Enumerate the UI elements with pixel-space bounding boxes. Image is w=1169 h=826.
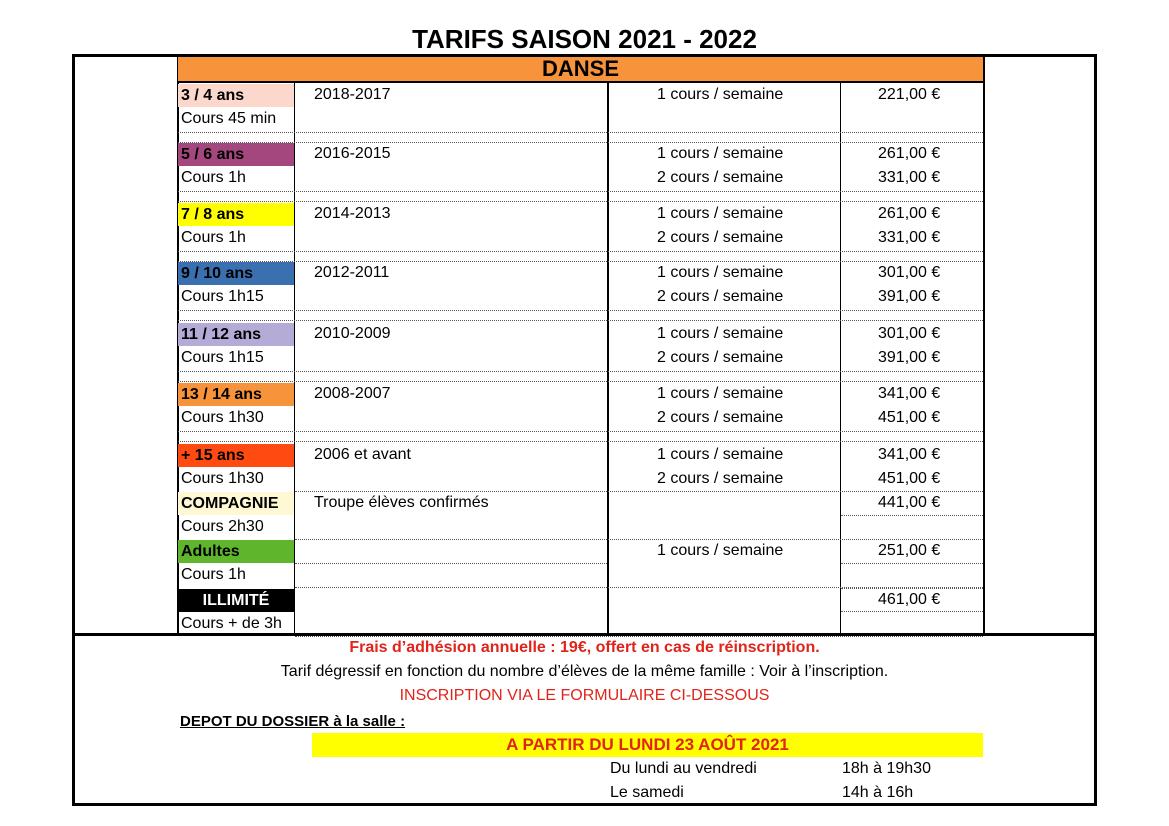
row-separator bbox=[178, 261, 983, 262]
course-duration: Cours 2h30 bbox=[181, 518, 264, 535]
row-separator bbox=[178, 441, 983, 442]
price: 451,00 € bbox=[878, 470, 941, 487]
course-duration: Cours + de 3h bbox=[181, 615, 282, 632]
row-separator bbox=[178, 132, 983, 133]
course-duration: Cours 1h15 bbox=[181, 288, 264, 305]
price: 451,00 € bbox=[878, 409, 941, 426]
frequency: 2 cours / semaine bbox=[657, 229, 784, 246]
row-separator bbox=[178, 251, 983, 252]
price: 341,00 € bbox=[878, 446, 941, 463]
price: 261,00 € bbox=[878, 205, 941, 222]
row-separator bbox=[178, 310, 983, 311]
row-separator bbox=[178, 381, 983, 382]
birth-years: 2010-2009 bbox=[314, 325, 391, 342]
age-badge: 13 / 14 ans bbox=[178, 383, 294, 406]
course-duration: Cours 1h30 bbox=[181, 470, 264, 487]
price: 331,00 € bbox=[878, 229, 941, 246]
age-badge: 5 / 6 ans bbox=[178, 143, 294, 166]
age-badge: 11 / 12 ans bbox=[178, 323, 294, 346]
price: 391,00 € bbox=[878, 288, 941, 305]
column-divider-freq bbox=[840, 83, 841, 634]
frequency: 2 cours / semaine bbox=[657, 349, 784, 366]
frequency: 1 cours / semaine bbox=[657, 446, 784, 463]
schedule-days: Du lundi au vendredi bbox=[610, 760, 757, 777]
frequency: 1 cours / semaine bbox=[657, 264, 784, 281]
course-duration: Cours 45 min bbox=[181, 110, 277, 127]
birth-years: 2006 et avant bbox=[314, 446, 411, 463]
course-duration: Cours 1h30 bbox=[181, 409, 264, 426]
age-badge: 3 / 4 ans bbox=[178, 84, 294, 107]
price: 461,00 € bbox=[878, 591, 941, 608]
frequency: 1 cours / semaine bbox=[657, 542, 784, 559]
adhesion-note: Frais d’adhésion annuelle : 19€, offert en cas de réinscription. bbox=[349, 639, 820, 656]
course-duration: Cours 1h bbox=[181, 169, 246, 186]
course-duration: Cours 1h bbox=[181, 229, 246, 246]
row-separator bbox=[178, 320, 983, 321]
frequency: 1 cours / semaine bbox=[657, 145, 784, 162]
frequency: 1 cours / semaine bbox=[657, 325, 784, 342]
schedule-hours: 14h à 16h bbox=[842, 784, 914, 801]
course-duration: Cours 1h15 bbox=[181, 349, 264, 366]
birth-years: 2014-2013 bbox=[314, 205, 391, 222]
inscription-note: INSCRIPTION VIA LE FORMULAIRE CI-DESSOUS bbox=[399, 687, 770, 704]
row-separator bbox=[178, 142, 983, 143]
row-separator bbox=[841, 515, 983, 516]
price: 251,00 € bbox=[878, 542, 941, 559]
column-divider-age bbox=[294, 83, 295, 634]
section-header: DANSE bbox=[178, 57, 983, 83]
degressif-note: Tarif dégressif en fonction du nombre d’élèves de la même famille : Voir à l’inscription. bbox=[280, 663, 889, 680]
row-separator bbox=[841, 611, 983, 612]
birth-years: Troupe élèves confirmés bbox=[314, 494, 489, 511]
price: 391,00 € bbox=[878, 349, 941, 366]
depot-heading: DEPOT DU DOSSIER à la salle : bbox=[180, 713, 406, 730]
price: 261,00 € bbox=[878, 145, 941, 162]
row-separator bbox=[841, 563, 983, 564]
price: 341,00 € bbox=[878, 385, 941, 402]
frequency: 2 cours / semaine bbox=[657, 169, 784, 186]
price: 441,00 € bbox=[878, 494, 941, 511]
frequency: 1 cours / semaine bbox=[657, 385, 784, 402]
birth-years: 2008-2007 bbox=[314, 385, 391, 402]
age-badge: 7 / 8 ans bbox=[178, 203, 294, 226]
row-separator bbox=[295, 563, 607, 564]
age-badge: COMPAGNIE bbox=[178, 492, 294, 515]
schedule-hours: 18h à 19h30 bbox=[842, 760, 931, 777]
frequency: 2 cours / semaine bbox=[657, 470, 784, 487]
row-separator bbox=[178, 191, 983, 192]
birth-years: 2016-2015 bbox=[314, 145, 391, 162]
age-badge: 9 / 10 ans bbox=[178, 262, 294, 285]
price: 301,00 € bbox=[878, 325, 941, 342]
row-separator bbox=[178, 201, 983, 202]
page-title: TARIFS SAISON 2021 - 2022 bbox=[412, 24, 757, 54]
price: 301,00 € bbox=[878, 264, 941, 281]
age-badge: + 15 ans bbox=[178, 444, 294, 467]
row-separator bbox=[178, 371, 983, 372]
row-separator bbox=[178, 431, 983, 432]
column-divider-years bbox=[607, 83, 609, 634]
birth-years: 2012-2011 bbox=[314, 264, 390, 281]
row-separator bbox=[841, 588, 983, 589]
birth-years: 2018-2017 bbox=[314, 86, 391, 103]
age-badge: ILLIMITÉ bbox=[178, 589, 294, 612]
section-separator bbox=[72, 633, 1097, 636]
frequency: 2 cours / semaine bbox=[657, 409, 784, 426]
age-badge: Adultes bbox=[178, 540, 294, 563]
price: 331,00 € bbox=[878, 169, 941, 186]
schedule-days: Le samedi bbox=[610, 784, 684, 801]
start-date-banner: A PARTIR DU LUNDI 23 AOÛT 2021 bbox=[312, 733, 983, 757]
price: 221,00 € bbox=[878, 86, 941, 103]
course-duration: Cours 1h bbox=[181, 566, 246, 583]
frequency: 1 cours / semaine bbox=[657, 86, 784, 103]
frequency: 2 cours / semaine bbox=[657, 288, 784, 305]
frequency: 1 cours / semaine bbox=[657, 205, 784, 222]
